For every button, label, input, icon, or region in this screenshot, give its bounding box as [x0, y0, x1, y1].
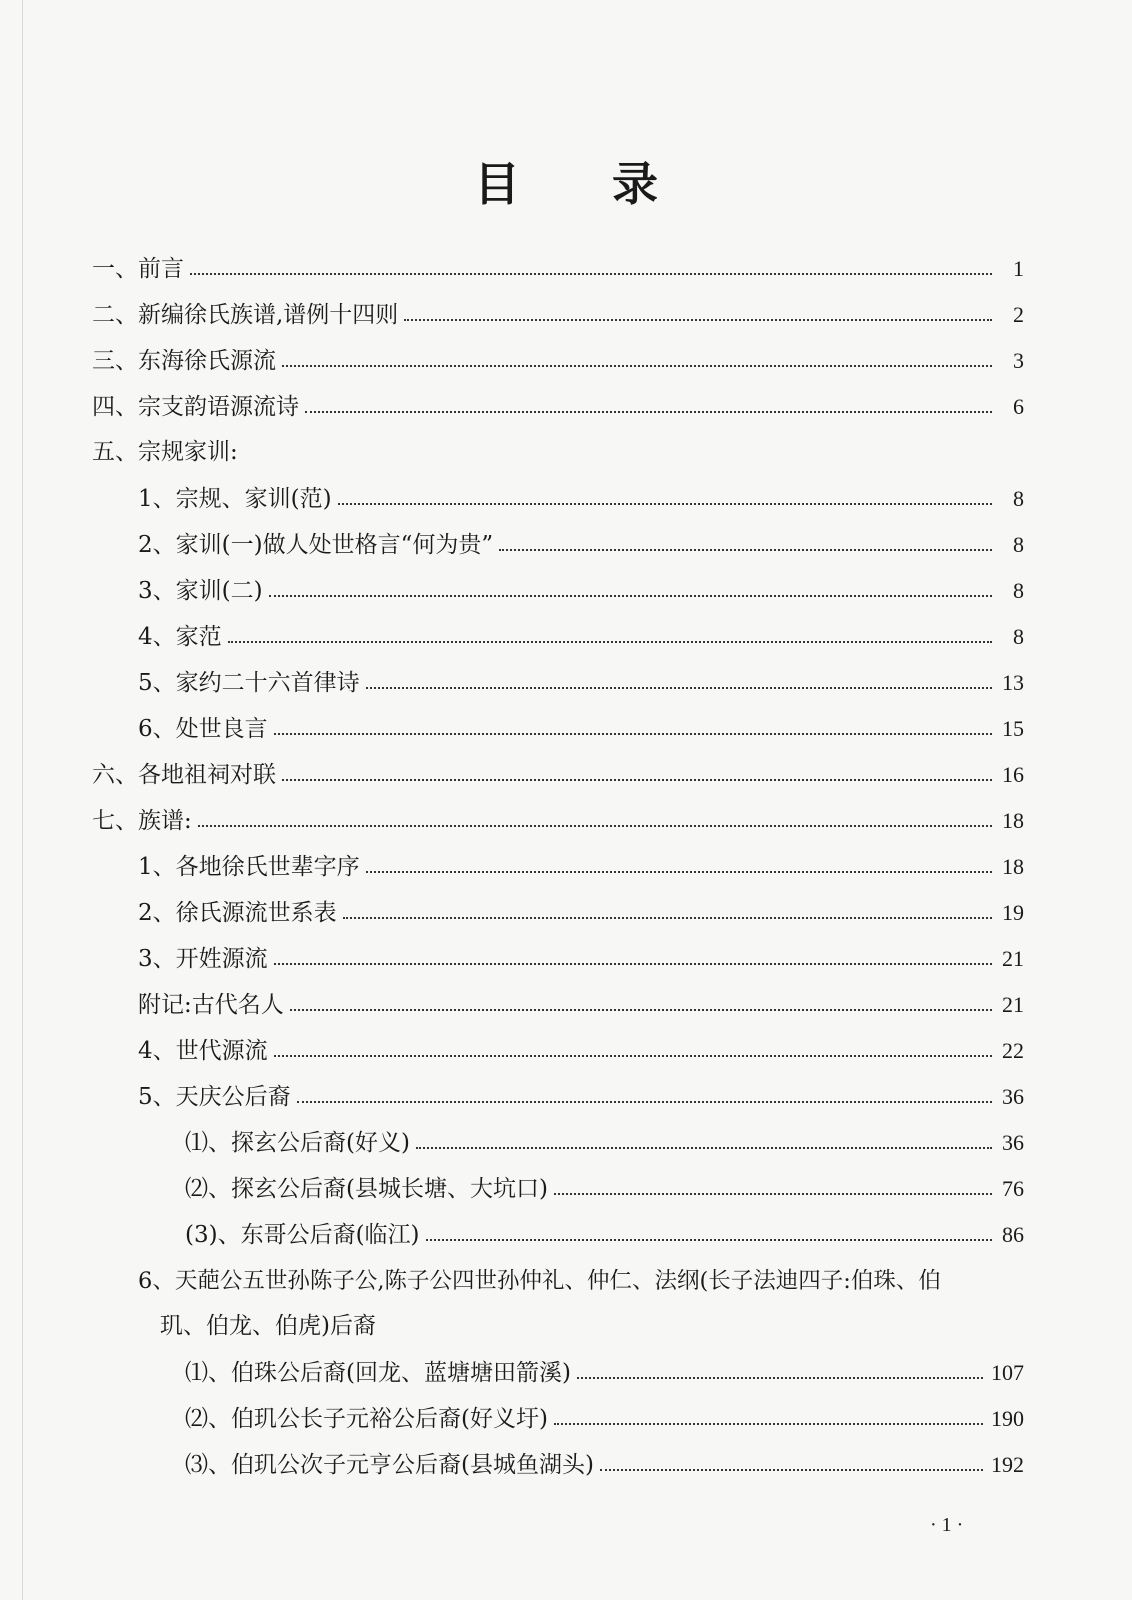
toc-entry-page: 36 [1002, 1130, 1024, 1155]
toc-entry-page: 2 [1013, 302, 1024, 327]
toc-entry [138, 576, 1024, 606]
toc-entry-label: 三、东海徐氏源流 [92, 348, 276, 374]
toc-entry-page: 107 [991, 1360, 1024, 1385]
dot-leader [554, 1193, 992, 1195]
toc-entry-page: 8 [1013, 486, 1024, 511]
dot-leader [282, 365, 992, 367]
toc-entry-page: 15 [1002, 716, 1024, 741]
toc-entry [138, 1082, 1024, 1112]
toc-entry-label: ⑵、探玄公后裔(县城长塘、大坑口) [185, 1176, 548, 1202]
toc-entry-label: (3)、东哥公后裔(临江) [185, 1222, 420, 1248]
toc-entry [185, 1404, 1024, 1434]
dot-leader [426, 1239, 992, 1241]
toc-entry-page: 21 [1002, 992, 1024, 1017]
toc-entry-label: 5、天庆公后裔 [138, 1084, 291, 1110]
toc-entry-label: 六、各地祖祠对联 [92, 762, 276, 788]
dot-leader [404, 319, 992, 321]
toc-entry [138, 484, 1024, 514]
title-char-2: 录 [612, 157, 658, 211]
toc-entry [92, 346, 1024, 376]
toc-entry-label: 二、新编徐氏族谱,谱例十四则 [92, 302, 399, 328]
dot-leader [416, 1147, 992, 1149]
page-number: · 1 · [930, 1514, 964, 1536]
toc-entry [138, 1036, 1024, 1066]
toc-entry-label: ⑶、伯玑公次子元亨公后裔(县城鱼湖头) [185, 1452, 594, 1478]
toc-entry [138, 530, 1024, 560]
toc-entry-label: 4、世代源流 [138, 1038, 268, 1064]
toc-entry [92, 392, 1024, 422]
toc-entry-label-wrapped: 6、天葩公五世孙陈子公,陈子公四世孙仲礼、仲仁、法纲(长子法迪四子:伯珠、伯 [138, 1268, 941, 1294]
dot-leader [282, 779, 992, 781]
toc-entry-label-continuation: 玑、伯龙、伯虎)后裔 [160, 1313, 376, 1339]
dot-leader [290, 1009, 992, 1011]
toc-entry-label: 3、开姓源流 [138, 946, 268, 972]
toc-entry [138, 898, 1024, 928]
toc-entry [185, 1174, 1024, 1204]
toc-entry-page: 6 [1013, 394, 1024, 419]
toc-entry-label: 5、家约二十六首律诗 [138, 670, 360, 696]
toc-entry-label: ⑴、伯珠公后裔(回龙、蓝塘塘田箭溪) [185, 1360, 571, 1386]
toc-entry-label: 4、家范 [138, 624, 222, 650]
toc-entry-label: 2、家训(一)做人处世格言“何为贵” [138, 532, 494, 558]
toc-entry [92, 760, 1024, 790]
dot-leader [366, 687, 992, 689]
toc-entry-label: 附记:古代名人 [138, 992, 284, 1018]
toc-entry-page: 76 [1002, 1176, 1024, 1201]
dot-leader [338, 503, 992, 505]
dot-leader [554, 1423, 983, 1425]
dot-leader [269, 595, 992, 597]
toc-entry [185, 1450, 1024, 1480]
page-title [0, 148, 1132, 214]
toc-entry-label: 6、处世良言 [138, 716, 268, 742]
toc-entry-label: 1、各地徐氏世辈字序 [138, 854, 360, 880]
dot-leader [499, 549, 992, 551]
toc-entry-page: 19 [1002, 900, 1024, 925]
toc-entry [138, 944, 1024, 974]
toc-entry-label: 四、宗支韵语源流诗 [92, 394, 299, 420]
toc-entry [185, 1220, 1024, 1250]
dot-leader [305, 411, 992, 413]
toc-entry [92, 806, 1024, 836]
toc-section-heading: 五、宗规家训: [92, 439, 238, 465]
dot-leader [274, 1055, 992, 1057]
dot-leader [274, 963, 992, 965]
toc-entry-page: 1 [1013, 256, 1024, 281]
toc-entry-page: 8 [1013, 624, 1024, 649]
toc-entry-page: 8 [1013, 532, 1024, 557]
toc-entry-page: 190 [991, 1406, 1024, 1431]
dot-leader [577, 1377, 983, 1379]
dot-leader [366, 871, 992, 873]
toc-entry [138, 668, 1024, 698]
dot-leader [343, 917, 992, 919]
title-char-1: 目 [474, 157, 520, 211]
toc-entry-label: 2、徐氏源流世系表 [138, 900, 337, 926]
dot-leader [190, 273, 992, 275]
toc-entry-label: ⑵、伯玑公长子元裕公后裔(好义圩) [185, 1406, 548, 1432]
toc-entry-page: 16 [1002, 762, 1024, 787]
dot-leader [600, 1469, 983, 1471]
dot-leader [297, 1101, 992, 1103]
dot-leader [274, 733, 992, 735]
toc-entry-page: 13 [1002, 670, 1024, 695]
dot-leader [228, 641, 992, 643]
toc-entry [92, 254, 1024, 284]
toc-entry [138, 990, 1024, 1020]
toc-entry-label: 3、家训(二) [138, 578, 263, 604]
toc-entry-label: 七、族谱: [92, 808, 192, 834]
toc-entry-page: 3 [1013, 348, 1024, 373]
dot-leader [198, 825, 992, 827]
toc-entry [185, 1358, 1024, 1388]
toc-entry-page: 36 [1002, 1084, 1024, 1109]
toc-entry-page: 21 [1002, 946, 1024, 971]
toc-entry-page: 86 [1002, 1222, 1024, 1247]
toc-entry-label: 一、前言 [92, 256, 184, 282]
toc-entry-page: 8 [1013, 578, 1024, 603]
toc-entry [138, 714, 1024, 744]
toc-entry-page: 18 [1002, 854, 1024, 879]
toc-entry [138, 852, 1024, 882]
toc-entry-label: 1、宗规、家训(范) [138, 486, 332, 512]
toc-entry [92, 300, 1024, 330]
toc-entry [138, 622, 1024, 652]
toc-entry-page: 192 [991, 1452, 1024, 1477]
scan-edge [22, 0, 23, 1600]
toc-entry-page: 22 [1002, 1038, 1024, 1063]
toc-entry-label: ⑴、探玄公后裔(好义) [185, 1130, 410, 1156]
toc-entry [185, 1128, 1024, 1158]
toc-entry-page: 18 [1002, 808, 1024, 833]
